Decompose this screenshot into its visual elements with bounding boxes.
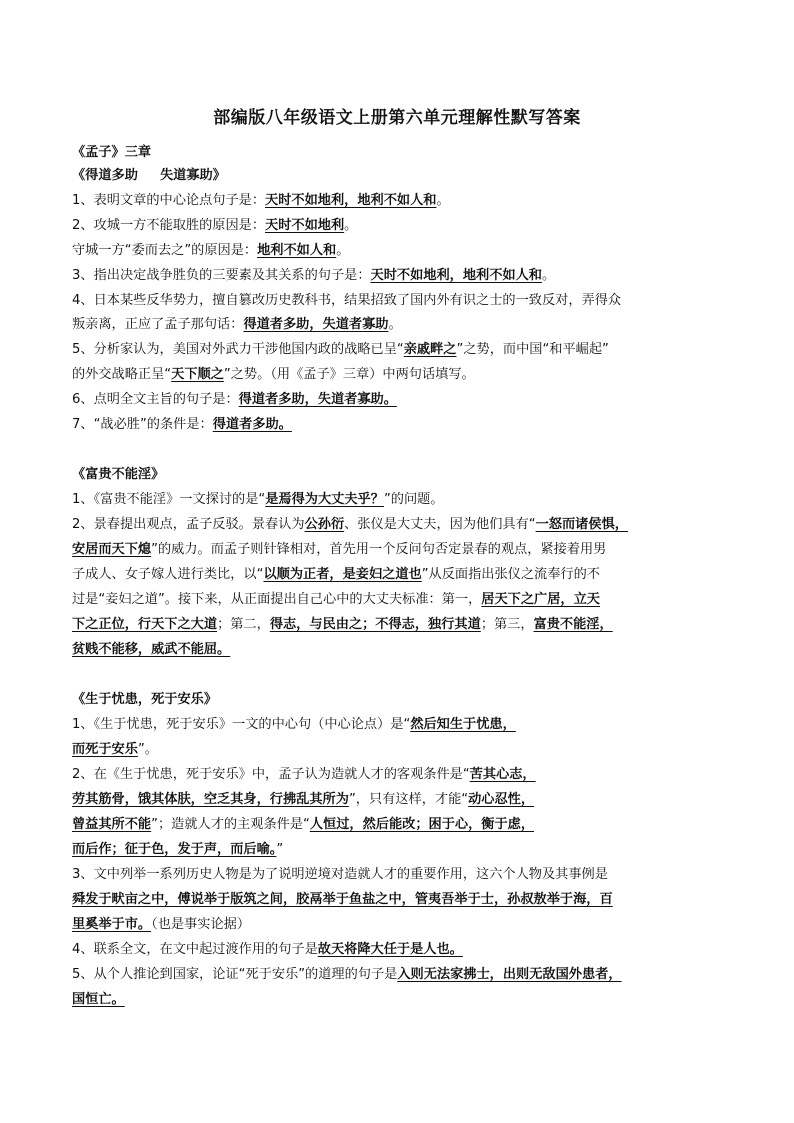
prompt-text: ”；造就人才的主观条件是“ [151, 817, 310, 832]
text-line [72, 840, 732, 860]
text-line [72, 990, 732, 1010]
text-line [72, 715, 732, 735]
answer-text: 入则无法家拂士，出则无敌国外患者， [397, 967, 622, 982]
answer-text: 亲戚畔之 [403, 342, 457, 357]
text-line [72, 740, 732, 760]
prompt-text: 、张仪是大丈夫，因为他们具有“ [344, 517, 536, 532]
answer-text: 得道者多助，失道者寡助 [243, 317, 389, 332]
answer-text: 人恒过，然后能改；困于心，衡于虑， [309, 817, 535, 832]
text-line [72, 815, 732, 835]
answer-text: 苦其心志， [469, 767, 536, 782]
text-line [72, 540, 732, 560]
prompt-text: 。 [344, 218, 358, 233]
answer-text: 得志，与民由之；不得志，独行其道 [269, 617, 481, 632]
prompt-text: 1、《生于忧患，死于安乐》一文的中心句（中心论点）是“ [72, 717, 411, 732]
section-heading [72, 690, 732, 710]
prompt-text: ；第三， [480, 617, 534, 632]
prompt-text: 失道寡助》 [159, 168, 226, 183]
text-line [72, 415, 732, 435]
text-line [72, 216, 732, 236]
text-line [72, 315, 732, 335]
prompt-text: 1、表明文章的中心论点句子是： [72, 193, 266, 208]
prompt-text: 《得道多助 [72, 168, 138, 183]
text-line [72, 765, 732, 785]
text-line [72, 241, 732, 261]
prompt-text: 。 [388, 317, 402, 332]
answer-text: 安居而天下熄 [72, 542, 152, 557]
answer-text: 国恒亡。 [72, 992, 125, 1007]
prompt-text: 《富贵不能淫》 [72, 467, 165, 482]
answer-text: 而死于安乐 [72, 742, 138, 757]
prompt-text: 5、分析家认为，美国对外武力干涉他国内政的战略已呈“ [72, 342, 404, 357]
text-line [72, 490, 732, 510]
answer-text: 动心忍性， [468, 792, 535, 807]
prompt-text: 子成人、女子嫁人进行类比，以“ [72, 567, 264, 582]
answer-text: 以顺为正者，是妾妇之道也 [263, 567, 422, 582]
answer-text: 贫贱不能移，威武不能屈。 [72, 642, 231, 657]
section-heading [72, 143, 732, 163]
prompt-text: ”从反面指出张仪之流奉行的不 [421, 567, 600, 582]
prompt-text: 《孟子》三章 [72, 145, 152, 160]
answer-text: 得道者多助，失道者寡助。 [238, 392, 397, 407]
text-line [72, 640, 732, 660]
section-heading [72, 465, 732, 485]
text-line [72, 266, 732, 286]
prompt-text: 7、“战必胜”的条件是： [72, 417, 213, 432]
prompt-text: 1、《富贵不能淫》一文探讨的是“ [72, 492, 266, 507]
prompt-text: ”。 [137, 742, 158, 757]
prompt-text: 。 [436, 193, 450, 208]
prompt-text: ”的威力。而孟子则针锋相对，首先用一个反问句否定景春的观点，紧接着用男 [151, 542, 607, 557]
answer-text: 劳其筋骨，饿其体肤，空乏其身，行拂乱其所为 [72, 792, 349, 807]
answer-text: 富贵不能淫， [533, 617, 613, 632]
answer-text: 得道者多助。 [212, 417, 292, 432]
prompt-text: 3、指出决定战争胜负的三要素及其关系的句子是： [72, 268, 371, 283]
answer-text: 里奚举于市。 [72, 917, 152, 932]
prompt-text: ”，只有这样，才能“ [348, 792, 469, 807]
text-line [72, 890, 732, 910]
answer-text: 天时不如地利，地利不如人和 [370, 268, 542, 283]
answer-text: 舜发于畎亩之中，傅说举于版筑之间，胶鬲举于鱼盐之中，管夷吾举于士，孙叔敖举于海，百 [72, 892, 613, 907]
prompt-text: 的外交战略正呈“ [72, 367, 172, 382]
text-line [72, 340, 732, 360]
text-line [72, 915, 732, 935]
prompt-text: 叛亲离，正应了孟子那句话： [72, 317, 244, 332]
prompt-text: 6、点明全文主旨的句子是： [72, 392, 239, 407]
answer-text: 天下顺之 [171, 367, 224, 382]
prompt-text: 守城一方“委而去之”的原因是： [72, 243, 258, 258]
prompt-text: ”之势，而中国“和平崛起” [456, 342, 609, 357]
prompt-text: 2、景春提出观点，孟子反驳。景春认为 [72, 517, 305, 532]
prompt-text: 2、攻城一方不能取胜的原因是： [72, 218, 266, 233]
prompt-text: 。 [336, 243, 350, 258]
document-title: 部编版八年级语文上册第六单元理解性默写答案 [213, 108, 581, 128]
text-line [72, 515, 732, 535]
text-line [72, 191, 732, 211]
answer-text: 而后作；征于色，发于声，而后喻。 [72, 842, 277, 857]
answer-text: 然后知生于忧患， [410, 717, 516, 732]
answer-text: 一怒而诸侯惧， [535, 517, 628, 532]
answer-text: 故天将降大任于是人也。 [317, 942, 463, 957]
text-line [72, 365, 732, 385]
answer-text: 居天下之广居，立天 [481, 592, 600, 607]
text-line [72, 790, 732, 810]
prompt-text: 《生于忧患，死于安乐》 [72, 692, 218, 707]
answer-text: 天时不如地利 [265, 218, 345, 233]
answer-text: 公孙衍 [304, 517, 345, 532]
prompt-text: ” [276, 842, 284, 857]
prompt-text: 过是“妾妇之道”。接下来，从正面提出自己心中的大丈夫标准：第一， [72, 592, 482, 607]
prompt-text: ”的问题。 [383, 492, 444, 507]
prompt-text: （也是事实论据） [151, 917, 251, 932]
prompt-text: ；第二， [217, 617, 270, 632]
text-line [72, 965, 732, 985]
prompt-text: 。 [541, 268, 556, 283]
text-line [72, 865, 732, 885]
prompt-text: 4、联系全文，在文中起过渡作用的句子是 [72, 942, 318, 957]
prompt-text: 4、日本某些反华势力，擅自篡改历史教科书，结果招致了国内外有识之士的一致反对，弄得众 [72, 293, 622, 308]
answer-text: 下之正位，行天下之大道 [72, 617, 218, 632]
answer-text: 曾益其所不能 [72, 817, 152, 832]
text-line [72, 590, 732, 610]
section-heading [72, 166, 732, 186]
prompt-text: 2、在《生于忧患，死于安乐》中，孟子认为造就人才的客观条件是“ [72, 767, 470, 782]
text-line [72, 565, 732, 585]
answer-text: 地利不如人和 [257, 243, 337, 258]
answer-text: 是焉得为大丈夫乎？ [265, 492, 384, 507]
prompt-text: 3、文中列举一系列历史人物是为了说明逆境对造就人才的重要作用，这六个人物及其事例是 [72, 867, 608, 882]
answer-text: 天时不如地利，地利不如人和 [265, 193, 437, 208]
text-line [72, 291, 732, 311]
text-line [72, 940, 732, 960]
prompt-text: ”之势。（用《孟子》三章）中两句话填写。 [223, 367, 475, 382]
text-line [72, 615, 732, 635]
text-line [72, 390, 732, 410]
prompt-text: 5、从个人推论到国家，论证“死于安乐”的道理的句子是 [72, 967, 398, 982]
